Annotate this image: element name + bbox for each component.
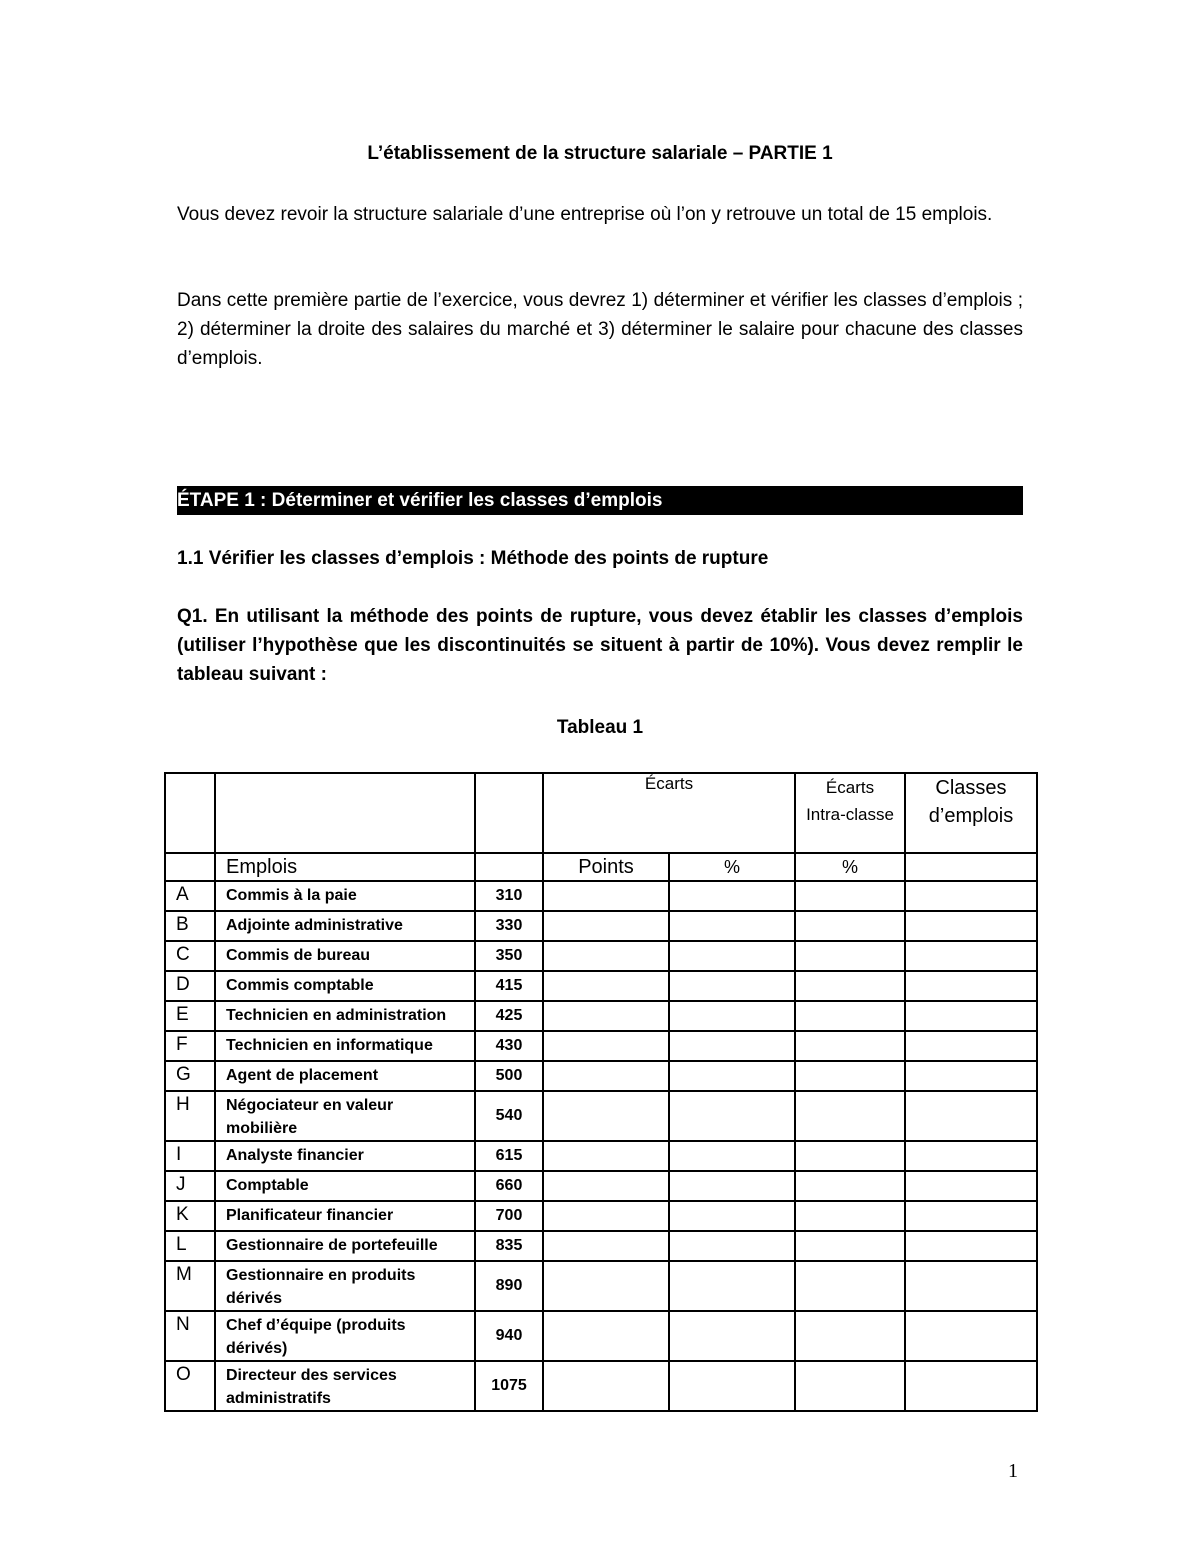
step-1-heading-text: ÉTAPE 1 : Déterminer et vérifier les classes d’emplois: [177, 490, 663, 511]
row-points: 890: [475, 1261, 543, 1311]
row-ecart-intra-percent[interactable]: [795, 1061, 905, 1091]
row-points: 430: [475, 1031, 543, 1061]
header-percent: %: [669, 853, 795, 881]
row-ecart-intra-percent[interactable]: [795, 881, 905, 911]
row-ecart-points[interactable]: [543, 1311, 669, 1361]
row-ecart-intra-percent[interactable]: [795, 1091, 905, 1141]
row-ecart-percent[interactable]: [669, 1061, 795, 1091]
row-ecart-points[interactable]: [543, 1261, 669, 1311]
row-ecart-intra-percent[interactable]: [795, 1361, 905, 1411]
section-1-1-heading: 1.1 Vérifier les classes d’emplois : Méthode des points de rupture: [177, 548, 769, 569]
row-job-title: Gestionnaire en produits dérivés: [215, 1261, 475, 1311]
row-job-class[interactable]: [905, 1031, 1037, 1061]
row-letter: N: [165, 1311, 215, 1361]
table-row: [165, 1031, 1037, 1061]
row-ecart-points[interactable]: [543, 1361, 669, 1411]
table-header-row-2: [165, 853, 1037, 881]
row-ecart-percent[interactable]: [669, 1201, 795, 1231]
row-ecart-points[interactable]: [543, 941, 669, 971]
row-job-class[interactable]: [905, 1361, 1037, 1411]
header-classes: Classes d’emplois: [905, 773, 1037, 853]
row-letter: O: [165, 1361, 215, 1411]
header-ecarts: Écarts: [543, 773, 795, 853]
row-ecart-points[interactable]: [543, 1061, 669, 1091]
row-letter: L: [165, 1231, 215, 1261]
row-ecart-points[interactable]: [543, 1141, 669, 1171]
row-points: 615: [475, 1141, 543, 1171]
page-number: 1: [1008, 1460, 1018, 1482]
row-job-class[interactable]: [905, 1001, 1037, 1031]
header-cell-empty: [475, 853, 543, 881]
row-job-title: Commis à la paie: [215, 881, 475, 911]
table-row: [165, 1141, 1037, 1171]
row-letter: D: [165, 971, 215, 1001]
row-job-title: Analyste financier: [215, 1141, 475, 1171]
row-job-class[interactable]: [905, 941, 1037, 971]
row-letter: C: [165, 941, 215, 971]
header-cell-empty: [215, 773, 475, 853]
row-job-title: Agent de placement: [215, 1061, 475, 1091]
row-letter: G: [165, 1061, 215, 1091]
row-ecart-intra-percent[interactable]: [795, 1171, 905, 1201]
row-ecart-intra-percent[interactable]: [795, 1201, 905, 1231]
row-letter: F: [165, 1031, 215, 1061]
row-letter: A: [165, 881, 215, 911]
row-points: 330: [475, 911, 543, 941]
row-job-class[interactable]: [905, 1231, 1037, 1261]
row-points: 425: [475, 1001, 543, 1031]
row-points: 940: [475, 1311, 543, 1361]
row-ecart-points[interactable]: [543, 881, 669, 911]
table-row: [165, 881, 1037, 911]
row-job-title: Technicien en administration: [215, 1001, 475, 1031]
row-ecart-percent[interactable]: [669, 1231, 795, 1261]
row-job-class[interactable]: [905, 1091, 1037, 1141]
row-points: 835: [475, 1231, 543, 1261]
table-row: [165, 1311, 1037, 1361]
row-job-title: Chef d’équipe (produits dérivés): [215, 1311, 475, 1361]
header-cell-empty: [475, 773, 543, 853]
row-ecart-intra-percent[interactable]: [795, 971, 905, 1001]
row-job-class[interactable]: [905, 1141, 1037, 1171]
row-ecart-percent[interactable]: [669, 911, 795, 941]
row-points: 500: [475, 1061, 543, 1091]
row-ecart-intra-percent[interactable]: [795, 1001, 905, 1031]
row-ecart-percent[interactable]: [669, 1311, 795, 1361]
row-ecart-intra-percent[interactable]: [795, 1231, 905, 1261]
row-letter: J: [165, 1171, 215, 1201]
row-job-class[interactable]: [905, 1201, 1037, 1231]
question-1: Q1. En utilisant la méthode des points de rupture, vous devez établir les classes d’emplois (utiliser l’hypothèse que les discontinuités se situent à partir de 10%). Vous devez remplir le tableau suivant :: [177, 606, 1023, 685]
row-job-title: Planificateur financier: [215, 1201, 475, 1231]
table-row: [165, 1171, 1037, 1201]
row-points: 1075: [475, 1361, 543, 1411]
table-header-row-1: [165, 773, 1037, 853]
row-ecart-percent[interactable]: [669, 941, 795, 971]
row-ecart-percent[interactable]: [669, 1261, 795, 1311]
row-points: 310: [475, 881, 543, 911]
row-job-class[interactable]: [905, 1171, 1037, 1201]
table-row: [165, 1261, 1037, 1311]
row-ecart-intra-percent[interactable]: [795, 1031, 905, 1061]
header-points: Points: [543, 853, 669, 881]
row-ecart-percent[interactable]: [669, 1031, 795, 1061]
row-letter: B: [165, 911, 215, 941]
table-caption: Tableau 1: [556, 717, 644, 738]
row-job-class[interactable]: [905, 1311, 1037, 1361]
row-ecart-points[interactable]: [543, 1201, 669, 1231]
row-ecart-points[interactable]: [543, 1171, 669, 1201]
row-letter: I: [165, 1141, 215, 1171]
row-ecart-points[interactable]: [543, 1231, 669, 1261]
table-row: [165, 1061, 1037, 1091]
row-letter: E: [165, 1001, 215, 1031]
row-points: 350: [475, 941, 543, 971]
row-ecart-percent[interactable]: [669, 971, 795, 1001]
row-letter: K: [165, 1201, 215, 1231]
row-job-title: Négociateur en valeur mobilière: [215, 1091, 475, 1141]
row-ecart-points[interactable]: [543, 1001, 669, 1031]
header-ecarts-intra: Écarts Intra-classe: [795, 773, 905, 853]
row-letter: M: [165, 1261, 215, 1311]
header-cell-empty: [165, 853, 215, 881]
table-row: [165, 1091, 1037, 1141]
row-ecart-intra-percent[interactable]: [795, 911, 905, 941]
row-ecart-intra-percent[interactable]: [795, 1311, 905, 1361]
row-job-class[interactable]: [905, 1061, 1037, 1091]
header-percent-intra: %: [795, 853, 905, 881]
header-cell-empty: [905, 853, 1037, 881]
row-ecart-intra-percent[interactable]: [795, 941, 905, 971]
row-job-title: Comptable: [215, 1171, 475, 1201]
row-ecart-points[interactable]: [543, 971, 669, 1001]
row-ecart-percent[interactable]: [669, 1141, 795, 1171]
row-ecart-points[interactable]: [543, 1091, 669, 1141]
row-ecart-percent[interactable]: [669, 881, 795, 911]
row-points: 540: [475, 1091, 543, 1141]
row-ecart-points[interactable]: [543, 911, 669, 941]
row-points: 660: [475, 1171, 543, 1201]
row-job-title: Technicien en informatique: [215, 1031, 475, 1061]
table-row: [165, 1361, 1037, 1411]
row-job-class[interactable]: [905, 1261, 1037, 1311]
row-job-class[interactable]: [905, 971, 1037, 1001]
break-points-table: [164, 772, 1038, 1412]
header-cell-empty: [165, 773, 215, 853]
table-row: [165, 1231, 1037, 1261]
row-ecart-intra-percent[interactable]: [795, 1141, 905, 1171]
step-1-heading: [177, 486, 1023, 515]
table-row: [165, 971, 1037, 1001]
table-row: [165, 1201, 1037, 1231]
row-job-title: Commis comptable: [215, 971, 475, 1001]
document-title: L’établissement de la structure salariale – PARTIE 1: [367, 143, 833, 164]
row-ecart-points[interactable]: [543, 1031, 669, 1061]
row-job-class[interactable]: [905, 881, 1037, 911]
table-row: [165, 1001, 1037, 1031]
row-ecart-percent[interactable]: [669, 1171, 795, 1201]
row-ecart-percent[interactable]: [669, 1091, 795, 1141]
table-row: [165, 911, 1037, 941]
row-job-class[interactable]: [905, 911, 1037, 941]
row-job-title: Adjointe administrative: [215, 911, 475, 941]
row-job-title: Gestionnaire de portefeuille: [215, 1231, 475, 1261]
row-ecart-intra-percent[interactable]: [795, 1261, 905, 1311]
row-ecart-percent[interactable]: [669, 1361, 795, 1411]
row-job-title: Directeur des services administratifs: [215, 1361, 475, 1411]
header-emplois: Emplois: [215, 853, 475, 881]
row-points: 700: [475, 1201, 543, 1231]
row-letter: H: [165, 1091, 215, 1141]
row-job-title: Commis de bureau: [215, 941, 475, 971]
row-points: 415: [475, 971, 543, 1001]
row-ecart-percent[interactable]: [669, 1001, 795, 1031]
table-row: [165, 941, 1037, 971]
intro-paragraph: Vous devez revoir la structure salariale d’une entreprise où l’on y retrouve un total de 15 emplois.: [177, 204, 993, 225]
instructions-paragraph: Dans cette première partie de l’exercice, vous devrez 1) déterminer et vérifier les classes d’emplois ; 2) déterminer la droite des salaires du marché et 3) déterminer le salaire pour chacune des classes d’emplois.: [177, 290, 1023, 369]
